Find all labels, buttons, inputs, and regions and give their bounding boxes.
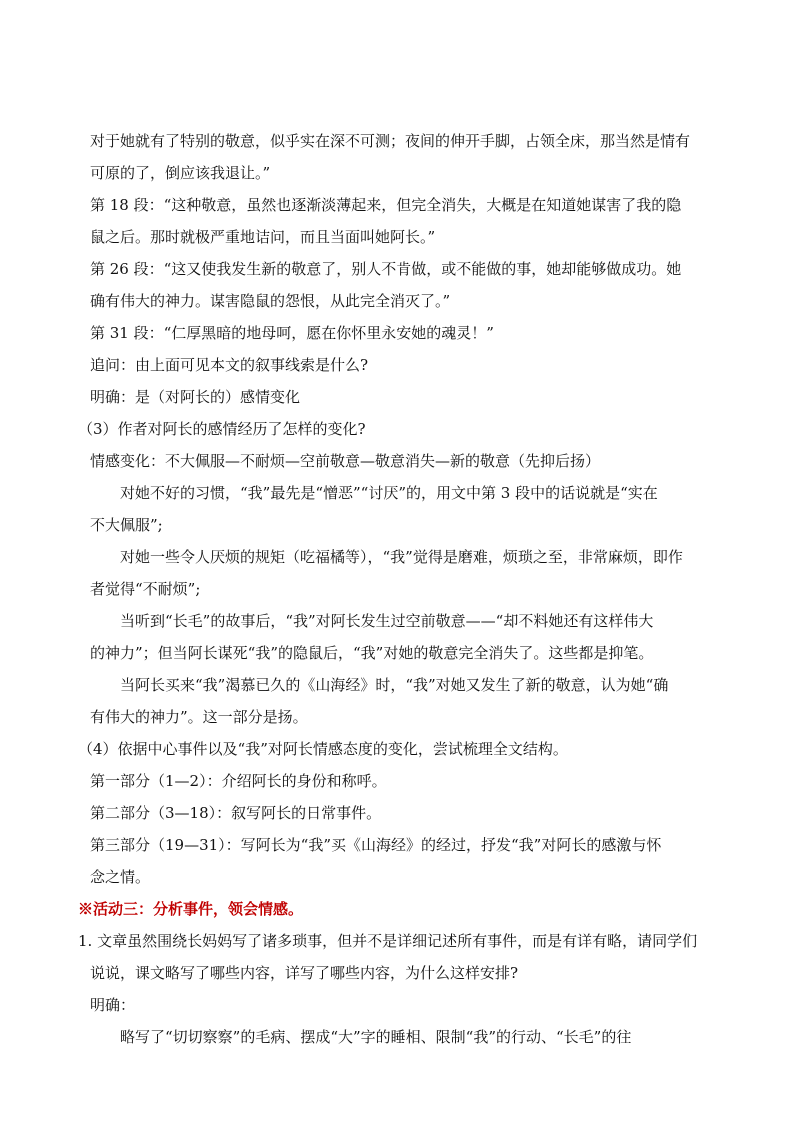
paragraph-line: 者觉得“不耐烦”; — [90, 580, 201, 598]
question-4: （4）依据中心事件以及“我”对阿长情感态度的变化，尝试梳理全文结构。 — [78, 740, 568, 758]
structure-part-1: 第一部分（1—2）：介绍阿长的身份和称呼。 — [90, 772, 387, 790]
quote-paragraph-26: 第 26 段：“这又使我发生新的敬意了，别人不肯做，或不能做的事，她却能够做成功。她 — [90, 260, 682, 278]
paragraph-line: 不大佩服”; — [90, 516, 163, 534]
structure-part-3: 第三部分（19—31）：写阿长为“我”买《山海经》的经过，抒发“我”对阿长的感激与怀 — [90, 836, 662, 854]
paragraph-line: 可原的了，倒应该我退让。” — [90, 164, 271, 182]
paragraph-line: 的神力”；但当阿长谋死“我”的隐鼠后，“我”对她的敬意完全消失了。这些都是抑笔。 — [90, 644, 654, 662]
structure-part-2: 第二部分（3—18）：叙写阿长的日常事件。 — [90, 804, 382, 822]
quote-paragraph-18: 第 18 段：“这种敬意，虽然也逐渐淡薄起来，但完全消失，大概是在知道她谋害了我的隐 — [90, 196, 682, 214]
paragraph-line: 对于她就有了特别的敬意，似乎实在深不可测；夜间的伸开手脚，占领全床，那当然是情有 — [90, 132, 691, 150]
follow-up-question: 追问：由上面可见本文的叙事线索是什么? — [90, 356, 369, 374]
answer-label: 明确： — [90, 996, 136, 1014]
paragraph-line: 说说，课文略写了哪些内容，详写了哪些内容，为什么这样安排? — [90, 964, 519, 982]
paragraph-line: 对她不好的习惯，“我”最先是“憎恶”“讨厌”的，用文中第 3 段中的话说就是“实在 — [120, 484, 658, 502]
paragraph-line: 鼠之后。那时就极严重地诘问，而且当面叫她阿长。” — [90, 228, 436, 246]
paragraph-line: 当阿长买来“我”渴慕已久的《山海经》时，“我”对她又发生了新的敬意，认为她“确 — [120, 676, 669, 694]
emotion-change-summary: 情感变化：不大佩服—不耐烦—空前敬意—敬意消失—新的敬意（先抑后扬） — [90, 452, 601, 470]
paragraph-line: 当听到“长毛”的故事后，“我”对阿长发生过空前敬意——“却不料她还有这样伟大 — [120, 612, 654, 630]
paragraph-line: 确有伟大的神力。谋害隐鼠的怨恨，从此完全消灭了。” — [90, 292, 451, 310]
answer-line: 明确：是（对阿长的）感情变化 — [90, 388, 301, 406]
paragraph-line: 略写了“切切察察”的毛病、摆成“大”字的睡相、限制“我”的行动、“长毛”的往 — [120, 1028, 632, 1046]
paragraph-line: 有伟大的神力”。这一部分是扬。 — [90, 708, 308, 726]
activity-three-heading: ※活动三：分析事件，领会情感。 — [78, 900, 304, 918]
question-1: 1. 文章虽然围绕长妈妈写了诸多琐事，但并不是详细记述所有事件，而是有详有略，请同学们 — [78, 932, 698, 950]
question-3: （3）作者对阿长的感情经历了怎样的变化? — [78, 420, 366, 438]
quote-paragraph-31: 第 31 段：“仁厚黑暗的地母呵，愿在你怀里永安她的魂灵！” — [90, 324, 494, 342]
paragraph-line: 念之情。 — [90, 868, 151, 886]
paragraph-line: 对她一些令人厌烦的规矩（吃福橘等），“我”觉得是磨难，烦琐之至，非常麻烦，即作 — [120, 548, 683, 566]
